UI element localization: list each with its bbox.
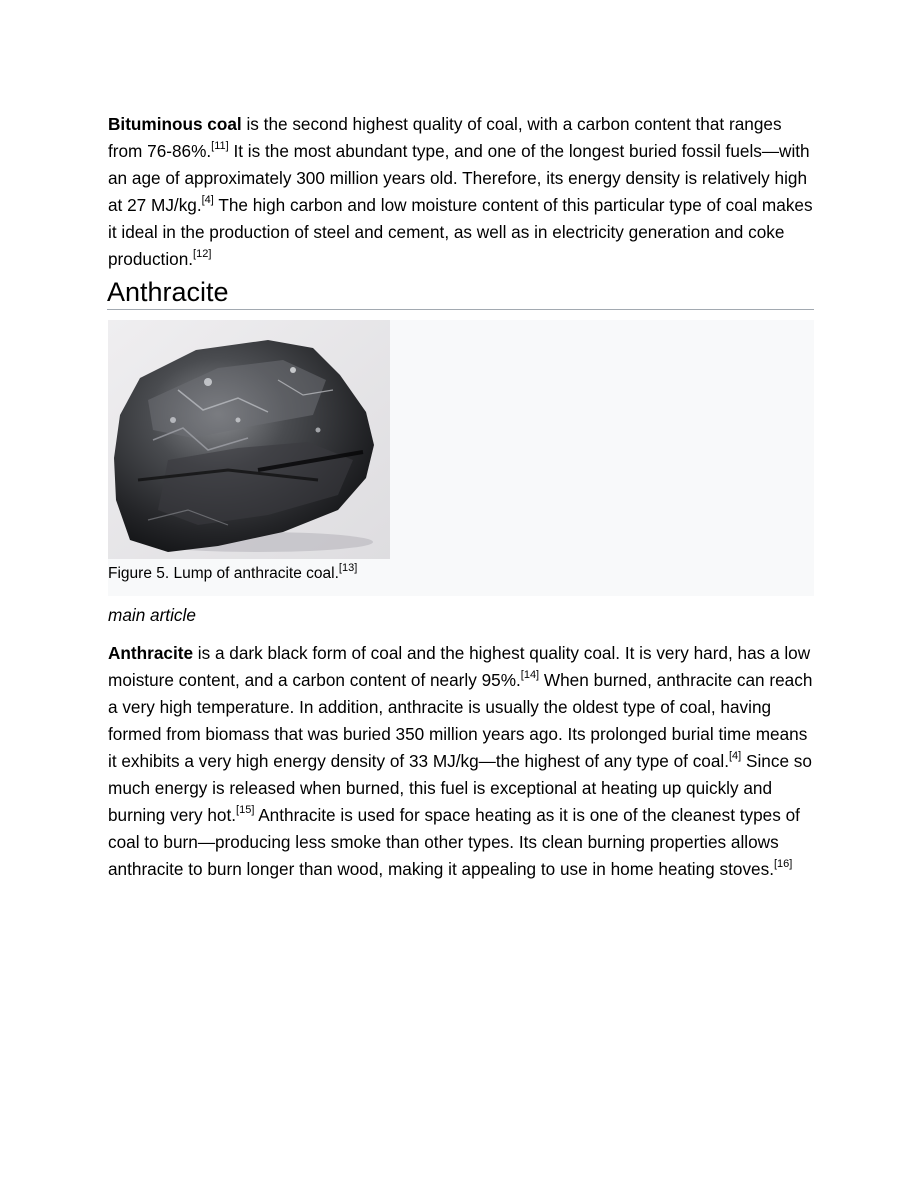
bituminous-paragraph	[108, 111, 814, 273]
bituminous-term: Bituminous coal	[108, 114, 242, 134]
caption-text: Figure 5. Lump of anthracite coal.	[108, 565, 339, 582]
main-article-link[interactable]: main article	[108, 605, 196, 625]
paragraph-text: is the second highest quality of coal, with a carbon content that ranges from 76-86%.	[108, 114, 782, 161]
anthracite-paragraph	[108, 640, 814, 883]
citation-link[interactable]: [12]	[193, 248, 212, 261]
citation-link[interactable]: [4]	[729, 750, 742, 763]
anthracite-term: Anthracite	[108, 643, 193, 663]
anthracite-coal-image	[108, 320, 390, 559]
citation-link[interactable]: [13]	[338, 561, 358, 574]
section-heading-anthracite: Anthracite	[107, 276, 814, 310]
article-page	[108, 111, 814, 883]
citation-link[interactable]: [11]	[211, 140, 229, 153]
paragraph-text: It is the most abundant type, and one of the longest buried fossil fuels—with an age of approximately 300 million years old. Therefore, its energy density is relatively high at 27 MJ/kg.	[108, 141, 810, 215]
citation-link[interactable]: [14]	[520, 669, 540, 682]
citation-link[interactable]: [15]	[236, 804, 255, 817]
paragraph-text: is a dark black form of coal and the highest quality coal. It is very hard, has a low moisture content, and a carbon content of nearly 95%.	[108, 643, 811, 690]
paragraph-text: Since so much energy is released when burned, this fuel is exceptional at heating up quickly and burning very hot.	[108, 751, 812, 825]
citation-link[interactable]: [4]	[201, 194, 214, 207]
citation-link[interactable]: [16]	[773, 858, 793, 871]
figure-caption	[108, 561, 358, 584]
paragraph-text: The high carbon and low moisture content of this particular type of coal makes it ideal in the production of steel and cement, as well as in electricity generation and coke production.	[108, 195, 813, 269]
paragraph-text: When burned, anthracite can reach a very high temperature. In addition, anthracite is usually the oldest type of coal, having formed from biomass that was buried 350 million years ago. Its prolonged burial time means it exhibits a very high energy density of 33 MJ/kg—the highest of any type of coal.	[108, 670, 813, 771]
paragraph-text: Anthracite is used for space heating as it is one of the cleanest types of coal to burn—producing less smoke than other types. Its clean burning properties allows anthracite to burn longer than wood, making it appealing to use in home heating stoves.	[108, 805, 800, 879]
figure-box	[108, 320, 814, 596]
coal-lump-illustration	[108, 320, 390, 559]
